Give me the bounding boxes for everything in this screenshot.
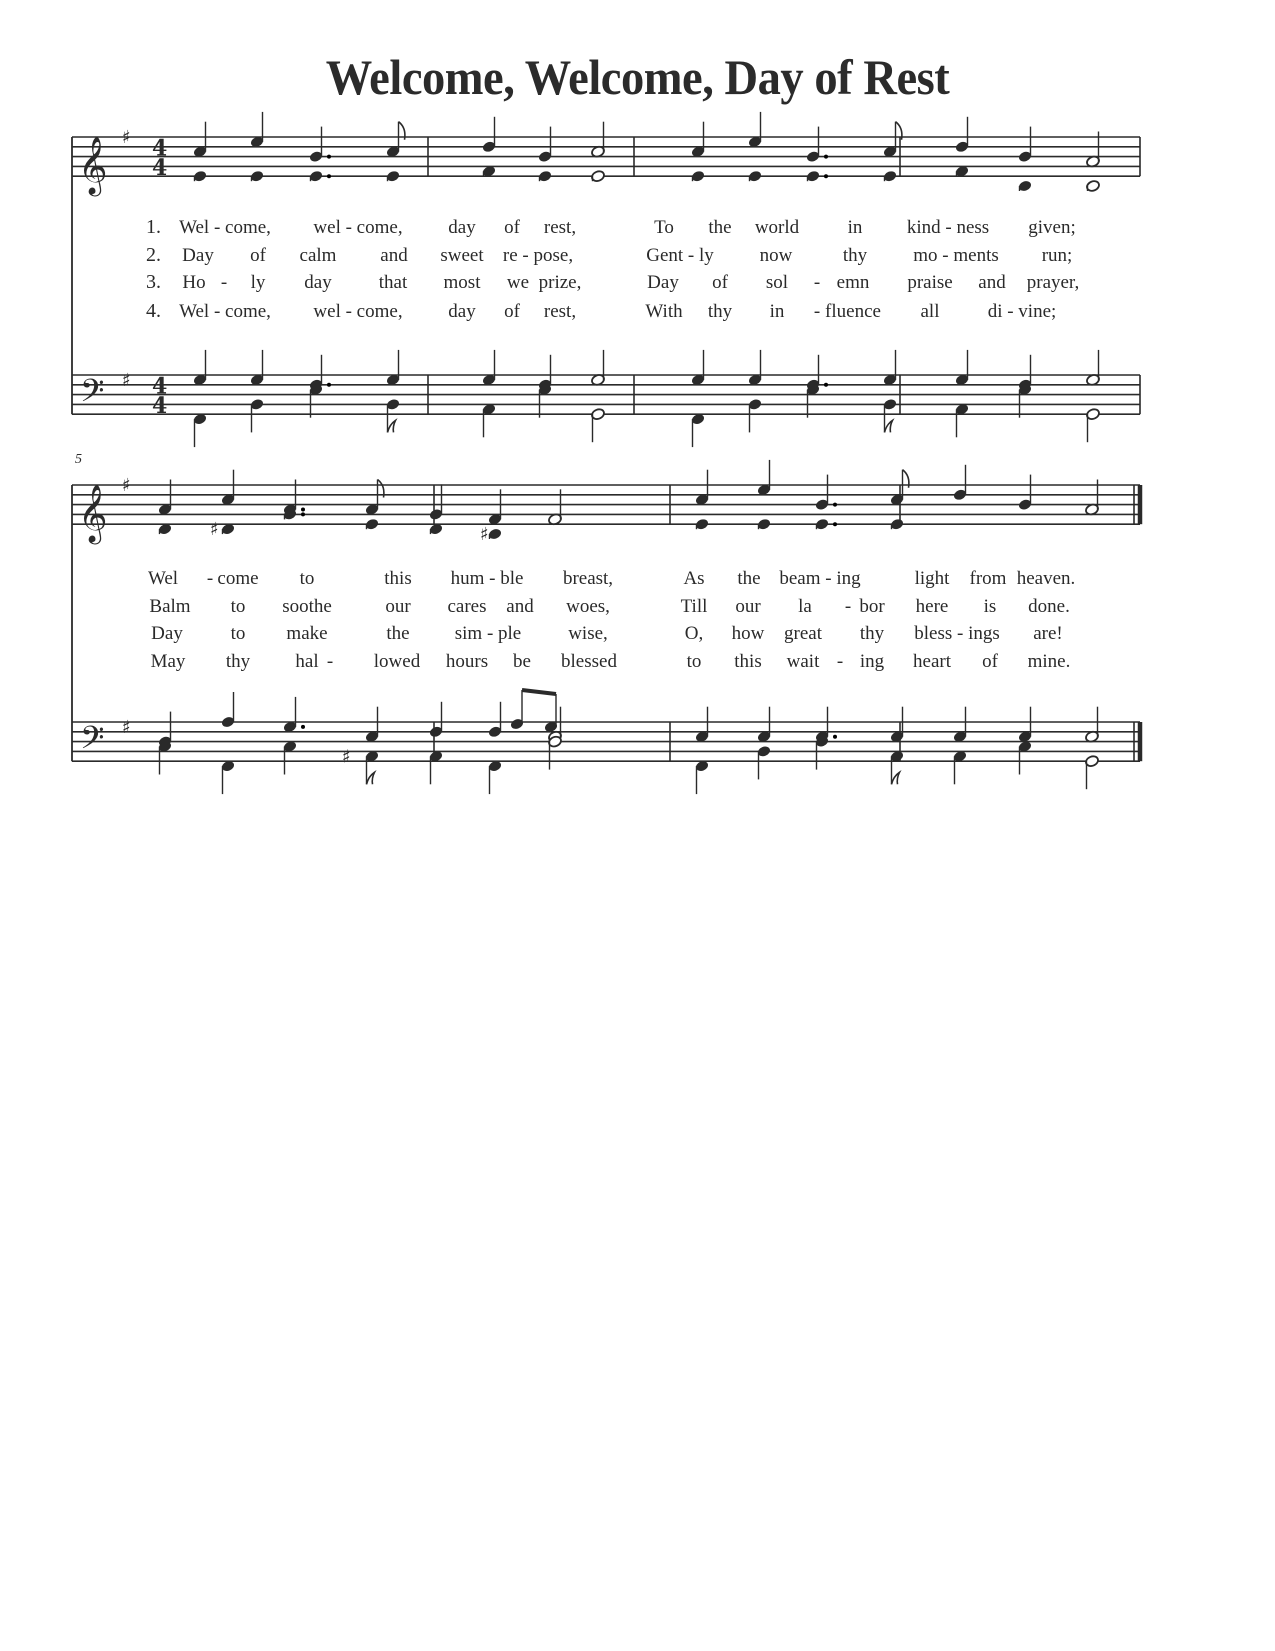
lyric-syllable: fluence — [825, 301, 881, 322]
lyric-syllable: thy — [842, 245, 868, 266]
sharp-accidental: ♯ — [480, 524, 489, 545]
lyric-syllable: calm — [299, 245, 337, 266]
augmentation-dot — [824, 155, 828, 159]
lyric-syllable: ing — [859, 651, 885, 672]
lyric-syllable: day — [448, 217, 476, 238]
lyric-syllable: to — [686, 651, 702, 672]
lyric-syllable: - — [220, 272, 228, 293]
bass-clef-icon: 𝄢 — [80, 372, 105, 417]
lyric-syllable: kind - ness — [906, 217, 990, 238]
lyric-syllable: are! — [1033, 623, 1063, 644]
lyric-syllable: mine. — [1027, 651, 1071, 672]
lyric-syllable: world — [754, 217, 800, 238]
lyric-syllable: O, — [684, 623, 704, 644]
lyric-syllable: soothe — [282, 596, 332, 617]
time-signature-bottom: 4 — [152, 155, 168, 182]
lyric-syllable: to — [230, 623, 246, 644]
lyric-syllable: in — [847, 217, 863, 238]
augmentation-dot — [327, 174, 331, 178]
verse-number: 4. — [146, 300, 161, 322]
sharp-accidental: ♯ — [122, 369, 131, 391]
music-score — [0, 0, 1275, 820]
lyric-syllable: Day — [647, 272, 679, 293]
lyric-syllable: Wel - come, — [179, 301, 271, 322]
lyric-line-system2-verse1 — [0, 568, 1275, 592]
lyric-syllable: - — [326, 651, 334, 672]
lyric-syllable: of — [982, 651, 998, 672]
lyric-syllable: wel - come, — [313, 301, 403, 322]
lyric-syllable: - — [813, 272, 821, 293]
lyric-syllable: woes, — [566, 596, 610, 617]
augmentation-dot — [301, 508, 305, 512]
sharp-accidental: ♯ — [122, 127, 131, 148]
lyric-syllable: of — [712, 272, 728, 293]
bass-clef-icon: 𝄢 — [80, 719, 105, 764]
sharp-accidental: ♯ — [210, 519, 219, 541]
lyric-syllable: day — [448, 301, 476, 322]
lyric-syllable: - — [813, 301, 821, 322]
lyric-syllable: prayer, — [1026, 272, 1080, 293]
eighth-flag — [388, 420, 396, 432]
lyric-syllable: and — [380, 245, 408, 266]
verse-number: 2. — [146, 244, 161, 266]
lyric-syllable: With — [645, 301, 683, 322]
lyric-syllable: of — [504, 301, 520, 322]
lyric-syllable: - — [844, 596, 852, 617]
eighth-flag — [885, 420, 893, 432]
lyric-syllable: hum - ble — [450, 568, 524, 589]
sharp-accidental: ♯ — [342, 746, 351, 768]
lyric-line-system1-verse3 — [0, 272, 1275, 296]
lyric-syllable: Day — [182, 245, 214, 266]
lyric-syllable: be — [513, 651, 531, 672]
lyric-syllable: thy — [859, 623, 885, 644]
time-signature-top: 4 — [152, 135, 168, 162]
lyric-syllable: light — [914, 568, 950, 589]
lyric-syllable: di - vine; — [987, 301, 1057, 322]
lyric-syllable: Ho — [182, 272, 206, 293]
lyric-syllable: in — [769, 301, 785, 322]
lyric-syllable: now — [759, 245, 793, 266]
lyric-syllable: thy — [225, 651, 251, 672]
lyric-syllable: heart — [913, 651, 951, 672]
lyric-syllable: most — [443, 272, 481, 293]
lyric-syllable: our — [735, 596, 761, 617]
augmentation-dot — [301, 725, 305, 729]
eighth-flag — [367, 772, 375, 784]
lyric-syllable: beam - ing — [779, 568, 861, 589]
lyric-syllable: from — [969, 568, 1007, 589]
hymn-title: Welcome, Welcome, Day of Rest — [325, 49, 950, 105]
lyric-syllable: la — [798, 596, 812, 617]
lyric-syllable: breast, — [562, 568, 614, 589]
augmentation-dot — [824, 383, 828, 387]
lyric-syllable: Gent - ly — [646, 245, 714, 266]
lyric-line-system2-verse4 — [0, 651, 1275, 675]
lyric-syllable: Day — [151, 623, 183, 644]
lyric-syllable: rest, — [543, 217, 577, 238]
lyric-syllable: hal — [295, 651, 319, 672]
lyric-syllable: prize, — [538, 272, 582, 293]
lyric-syllable: hours — [445, 651, 489, 672]
augmentation-dot — [833, 522, 837, 526]
lyric-line-system2-verse2 — [0, 596, 1275, 620]
lyric-line-system2-verse3 — [0, 623, 1275, 647]
lyric-syllable: and — [978, 272, 1006, 293]
lyric-syllable: Balm — [149, 596, 191, 617]
augmentation-dot — [327, 383, 331, 387]
lyric-syllable: - — [206, 568, 214, 589]
lyric-syllable: this — [734, 651, 762, 672]
lyric-syllable: Till — [680, 596, 708, 617]
lyric-syllable: the — [708, 217, 732, 238]
lyric-syllable: Wel - come, — [179, 217, 271, 238]
lyric-syllable: thy — [707, 301, 733, 322]
lyric-syllable: and — [506, 596, 534, 617]
lyric-syllable: ly — [250, 272, 266, 293]
sharp-accidental: ♯ — [122, 716, 131, 738]
time-signature-bottom: 4 — [152, 393, 168, 420]
lyric-syllable: to — [230, 596, 246, 617]
lyric-syllable: our — [385, 596, 411, 617]
lyric-line-system1-verse1 — [0, 217, 1275, 241]
eighth-flag — [892, 772, 900, 784]
lyric-syllable: that — [378, 272, 408, 293]
lyric-syllable: make — [286, 623, 328, 644]
lyric-syllable: to — [299, 568, 315, 589]
lyric-syllable: bless - ings — [914, 623, 1000, 644]
lyric-syllable: is — [983, 596, 997, 617]
lyric-syllable: wise, — [568, 623, 608, 644]
lyric-syllable: all — [920, 301, 940, 322]
time-signature-top: 4 — [152, 373, 168, 400]
lyric-line-system1-verse4 — [0, 301, 1275, 325]
lyric-syllable: sol — [765, 272, 789, 293]
lyric-syllable: sweet — [440, 245, 484, 266]
treble-clef-icon: 𝄞 — [78, 484, 108, 543]
augmentation-dot — [301, 512, 305, 516]
lyric-syllable: To — [654, 217, 674, 238]
lyric-syllable: here — [915, 596, 949, 617]
lyric-syllable: As — [683, 568, 705, 589]
verse-number: 1. — [146, 216, 161, 238]
sharp-accidental: ♯ — [122, 475, 131, 496]
lyric-syllable: lowed — [373, 651, 421, 672]
lyric-syllable: done. — [1028, 596, 1070, 617]
lyric-syllable: sim - ple — [454, 623, 522, 644]
augmentation-dot — [824, 174, 828, 178]
lyric-syllable: blessed — [561, 651, 617, 672]
lyric-syllable: run; — [1041, 245, 1073, 266]
lyric-syllable: May — [150, 651, 186, 672]
lyric-syllable: day — [304, 272, 332, 293]
lyric-syllable: rest, — [543, 301, 577, 322]
augmentation-dot — [833, 735, 837, 739]
lyric-syllable: praise — [907, 272, 953, 293]
lyric-syllable: given; — [1028, 217, 1076, 238]
treble-clef-icon: 𝄞 — [78, 136, 108, 195]
lyric-syllable: wait — [786, 651, 820, 672]
lyric-syllable: mo - ments — [913, 245, 999, 266]
lyric-syllable: this — [384, 568, 412, 589]
lyric-syllable: how — [731, 623, 765, 644]
lyric-syllable: great — [784, 623, 822, 644]
lyric-syllable: the — [386, 623, 410, 644]
measure-number: 5 — [75, 452, 82, 467]
lyric-syllable: come — [217, 568, 259, 589]
augmentation-dot — [327, 155, 331, 159]
lyric-syllable: of — [504, 217, 520, 238]
lyric-syllable: we — [506, 272, 530, 293]
lyric-syllable: of — [250, 245, 266, 266]
verse-number: 3. — [146, 271, 161, 293]
lyric-line-system1-verse2 — [0, 245, 1275, 269]
lyric-syllable: Wel — [147, 568, 179, 589]
lyric-syllable: re - pose, — [502, 245, 574, 266]
lyric-syllable: emn — [836, 272, 870, 293]
lyric-syllable: the — [737, 568, 761, 589]
lyric-syllable: bor — [859, 596, 885, 617]
lyric-syllable: cares — [447, 596, 487, 617]
lyric-syllable: - — [836, 651, 844, 672]
lyric-syllable: wel - come, — [313, 217, 403, 238]
augmentation-dot — [833, 503, 837, 507]
lyric-syllable: heaven. — [1016, 568, 1076, 589]
beam — [522, 690, 556, 694]
